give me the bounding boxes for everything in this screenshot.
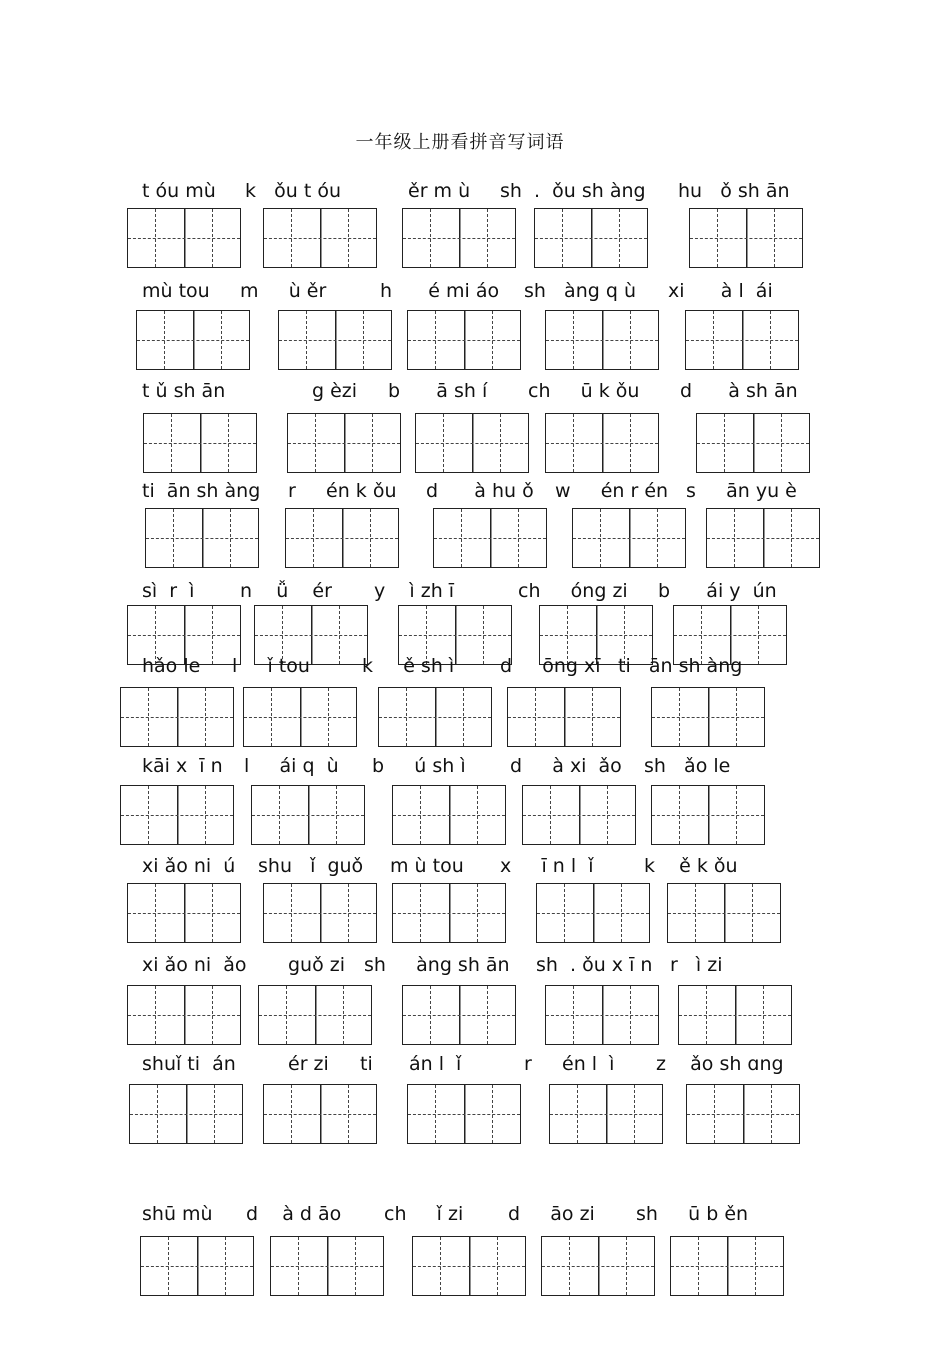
writing-box[interactable] <box>686 1084 800 1144</box>
writing-box[interactable] <box>251 785 365 845</box>
pinyin-prompt: y ì zh ī <box>374 580 455 602</box>
writing-box[interactable] <box>127 208 241 268</box>
pinyin-prompt: t óu mù <box>142 180 216 202</box>
pinyin-prompt: k ě sh ì <box>362 655 455 677</box>
writing-box[interactable] <box>651 687 765 747</box>
writing-box[interactable] <box>706 508 820 568</box>
pinyin-prompt: d ōng xī <box>500 655 601 677</box>
pinyin-prompt: sh àng q ù <box>524 280 636 302</box>
writing-box[interactable] <box>136 310 250 370</box>
pinyin-prompt: sh àng sh ān <box>364 954 510 976</box>
pinyin-prompt: sh ū b ěn <box>636 1203 749 1225</box>
writing-box[interactable] <box>667 883 781 943</box>
writing-box[interactable] <box>402 985 516 1045</box>
writing-box[interactable] <box>378 687 492 747</box>
pinyin-prompt: n ǚ ér <box>240 580 332 602</box>
writing-box[interactable] <box>689 208 803 268</box>
pinyin-prompt: xi à l ái <box>668 280 773 302</box>
writing-box[interactable] <box>143 413 257 473</box>
writing-box[interactable] <box>545 413 659 473</box>
writing-box[interactable] <box>285 508 399 568</box>
pinyin-prompt: ti ān sh àng <box>142 480 261 502</box>
pinyin-prompt: t ǔ sh ān <box>142 380 226 402</box>
pinyin-prompt: h é mi áo <box>380 280 500 302</box>
writing-box[interactable] <box>549 1084 663 1144</box>
pinyin-prompt: xi ǎo ni ú <box>142 855 236 877</box>
writing-box[interactable] <box>129 1084 243 1144</box>
pinyin-prompt: b ā sh í <box>388 380 488 402</box>
pinyin-prompt: k ǒu t óu <box>245 180 341 202</box>
pinyin-prompt: r ì zi <box>670 954 723 976</box>
pinyin-prompt: guǒ zi <box>288 954 346 976</box>
writing-box[interactable] <box>678 985 792 1045</box>
pinyin-prompt: ti ān sh àng <box>618 655 743 677</box>
pinyin-prompt: sh . ǒu x ī n <box>536 954 653 976</box>
pinyin-prompt: ch ǐ zi <box>384 1203 464 1225</box>
writing-box[interactable] <box>536 883 650 943</box>
writing-box[interactable] <box>263 883 377 943</box>
pinyin-prompt: d à d āo <box>246 1203 342 1225</box>
pinyin-prompt: ér zi <box>288 1053 329 1075</box>
pinyin-prompt: kāi x ī n <box>142 755 223 777</box>
writing-box[interactable] <box>415 413 529 473</box>
writing-box[interactable] <box>670 1236 784 1296</box>
pinyin-prompt: k ě k ǒu <box>644 855 738 877</box>
writing-box[interactable] <box>263 1084 377 1144</box>
page-title: 一年级上册看拼音写词语 <box>355 132 565 153</box>
writing-box[interactable] <box>685 310 799 370</box>
pinyin-prompt: w én r én <box>555 480 669 502</box>
pinyin-prompt: x ī n l ǐ <box>500 855 594 877</box>
writing-box[interactable] <box>392 785 506 845</box>
pinyin-prompt: g èzi <box>312 380 358 402</box>
pinyin-prompt: b ái y ún <box>658 580 777 602</box>
writing-box[interactable] <box>522 785 636 845</box>
pinyin-prompt: d à sh ān <box>680 380 798 402</box>
pinyin-prompt: mù tou <box>142 280 210 302</box>
writing-box[interactable] <box>140 1236 254 1296</box>
writing-box[interactable] <box>120 687 234 747</box>
pinyin-prompt: d à xi ǎo <box>510 755 622 777</box>
pinyin-prompt: d à hu ǒ <box>426 480 534 502</box>
pinyin-prompt: sh ǎo le <box>644 755 731 777</box>
pinyin-prompt: m ù ěr <box>240 280 327 302</box>
writing-box[interactable] <box>263 208 377 268</box>
writing-box[interactable] <box>534 208 648 268</box>
pinyin-prompt: shu ǐ guǒ <box>258 855 364 877</box>
pinyin-prompt: shuǐ ti án <box>142 1053 236 1075</box>
pinyin-prompt: d āo zi <box>508 1203 595 1225</box>
pinyin-prompt: r én l ì <box>524 1053 615 1075</box>
pinyin-prompt: ch ū k ǒu <box>528 380 640 402</box>
writing-box[interactable] <box>120 785 234 845</box>
writing-box[interactable] <box>545 310 659 370</box>
pinyin-prompt: xi ǎo ni ǎo <box>142 954 247 976</box>
writing-box[interactable] <box>270 1236 384 1296</box>
pinyin-prompt: sì r ì <box>142 580 195 602</box>
writing-box[interactable] <box>541 1236 655 1296</box>
writing-box[interactable] <box>287 413 401 473</box>
writing-box[interactable] <box>545 985 659 1045</box>
writing-box[interactable] <box>433 508 547 568</box>
pinyin-prompt: ti án l ǐ <box>360 1053 462 1075</box>
pinyin-prompt: shū mù <box>142 1203 213 1225</box>
pinyin-prompt: hu ǒ sh ān <box>678 180 790 202</box>
writing-box[interactable] <box>651 785 765 845</box>
pinyin-prompt: sh . ǒu sh àng <box>500 180 646 202</box>
writing-box[interactable] <box>507 687 621 747</box>
pinyin-prompt: ěr m ù <box>408 180 471 202</box>
writing-box[interactable] <box>145 508 259 568</box>
writing-box[interactable] <box>127 985 241 1045</box>
pinyin-prompt: ch óng zi <box>518 580 628 602</box>
pinyin-prompt: r én k ǒu <box>288 480 397 502</box>
writing-box[interactable] <box>696 413 810 473</box>
writing-box[interactable] <box>407 310 521 370</box>
pinyin-prompt: z ǎo sh ɑng <box>656 1053 784 1075</box>
pinyin-prompt: l ǐ tou <box>232 655 310 677</box>
writing-box[interactable] <box>258 985 372 1045</box>
writing-box[interactable] <box>412 1236 526 1296</box>
pinyin-prompt: hǎo le <box>142 655 201 677</box>
pinyin-prompt: m ù tou <box>390 855 464 877</box>
writing-box[interactable] <box>278 310 392 370</box>
pinyin-prompt: l ái q ù <box>244 755 339 777</box>
writing-box[interactable] <box>392 883 506 943</box>
writing-box[interactable] <box>402 208 516 268</box>
writing-box[interactable] <box>243 687 357 747</box>
pinyin-prompt: b ú sh ì <box>372 755 466 777</box>
writing-box[interactable] <box>407 1084 521 1144</box>
writing-box[interactable] <box>127 883 241 943</box>
writing-box[interactable] <box>572 508 686 568</box>
pinyin-prompt: s ān yu è <box>686 480 797 502</box>
